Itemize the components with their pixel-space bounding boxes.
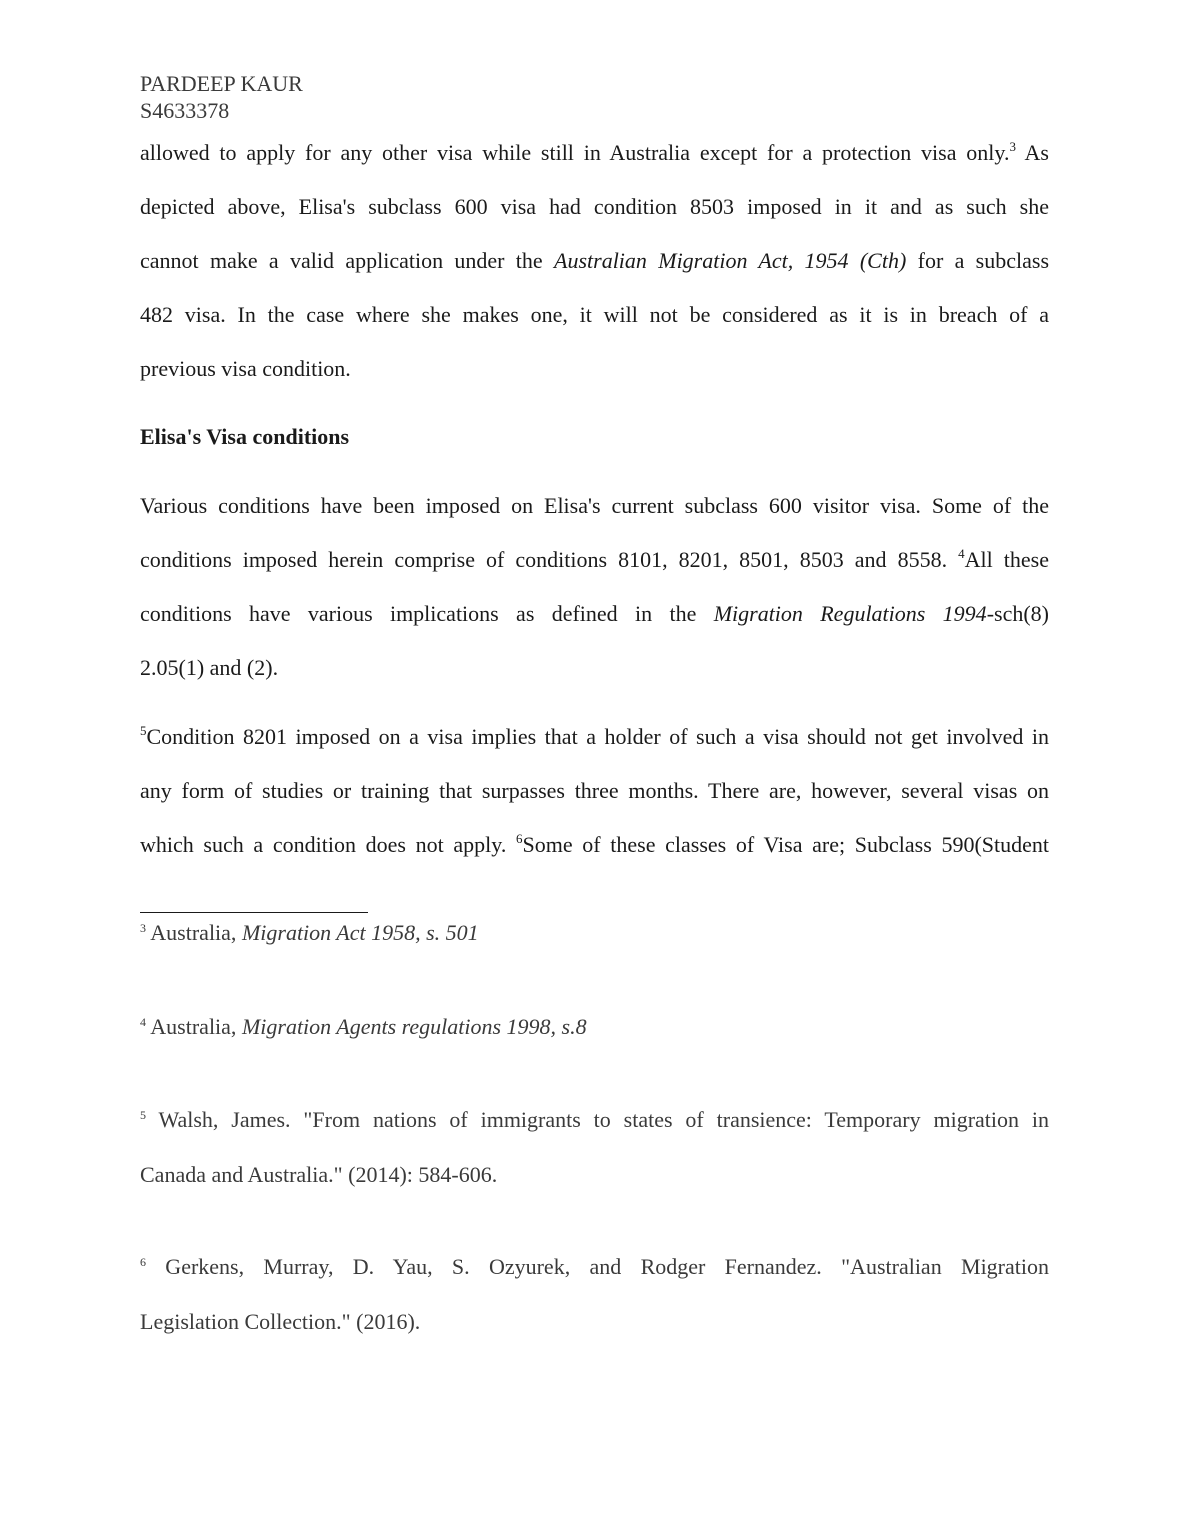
footnote-citation: Migration Agents regulations 1998, s.8 [241,1014,587,1039]
footnote-ref-4[interactable]: 4 [958,546,965,561]
text-line: $^5$Condition 8201 imposed on a visa implies that a holder of such a visa should not get involved in [140,723,1049,749]
text-line: allowed to apply for any other visa while still in Australia except for a protection visa only.$^3$ As [140,139,1049,165]
text-line: any form of studies or training that surpasses three months. There are, however, several visas on [140,778,1049,803]
footnote-5 [140,1092,1049,1202]
footnote-number: 6 [140,1255,146,1269]
footnote-ref-6[interactable]: 6 [516,831,523,846]
footnote-4: $^4$ Australia, Migration Agents regulations 1998, s.8 [140,1014,587,1039]
text-line: 2.05(1) and (2). [140,655,279,680]
footnote-ref-5[interactable]: 5 [140,723,147,738]
footnote-number: 3 [140,921,146,935]
text-line: Canada and Australia." (2014): 584-606. [140,1162,498,1187]
regulation-citation: Migration Regulations 1994 [713,601,987,626]
footnote-3: $^3$ Australia, Migration Act 1958, s. 501 [140,920,479,945]
text-line: Legislation Collection." (2016). [140,1309,421,1334]
text-line: previous visa condition. [140,356,351,381]
text-line: which such a condition does not apply. $^6$Some of these classes of Visa are; Subclass 590(Student [140,831,1050,857]
text-line: Various conditions have been imposed on Elisa's current subclass 600 visitor visa. Some of the [140,493,1049,518]
text-line: cannot make a valid application under the Australian Migration Act, 1954 (Cth) for a subclass [140,248,1050,273]
text-line: conditions have various implications as defined in the Migration Regulations 1994-sch(8) [140,601,1049,626]
text-line: $^5$ Walsh, James. "From nations of immigrants to states of transience: Temporary migration in [140,1107,1049,1132]
text-line: 482 visa. In the case where she makes one, it will not be considered as it is in breach of a [140,302,1049,327]
footnote-ref-3[interactable]: 3 [1009,139,1016,154]
paragraph-visa-conditions [140,479,1049,695]
page-header [140,70,303,124]
author-name: PARDEEP KAUR [140,71,303,96]
paragraph-visa-application [140,126,1049,396]
student-id: S4633378 [140,98,230,123]
footnote-number: 4 [140,1015,146,1029]
act-citation: Australian Migration Act, 1954 (Cth) [554,248,907,273]
section-heading: Elisa's Visa conditions [140,424,350,449]
paragraph-condition-8201 [140,710,1049,872]
text-line: conditions imposed herein comprise of conditions 8101, 8201, 8501, 8503 and 8558. $^4$All these [140,546,1050,572]
footnote-citation: Migration Act 1958, s. 501 [241,920,479,945]
footnote-6 [140,1239,1049,1349]
text-line: depicted above, Elisa's subclass 600 visa had condition 8503 imposed in it and as such she [140,194,1049,219]
text-line: $^6$ Gerkens, Murray, D. Yau, S. Ozyurek, and Rodger Fernandez. "Australian Migration [140,1254,1049,1279]
footnote-number: 5 [140,1108,146,1122]
